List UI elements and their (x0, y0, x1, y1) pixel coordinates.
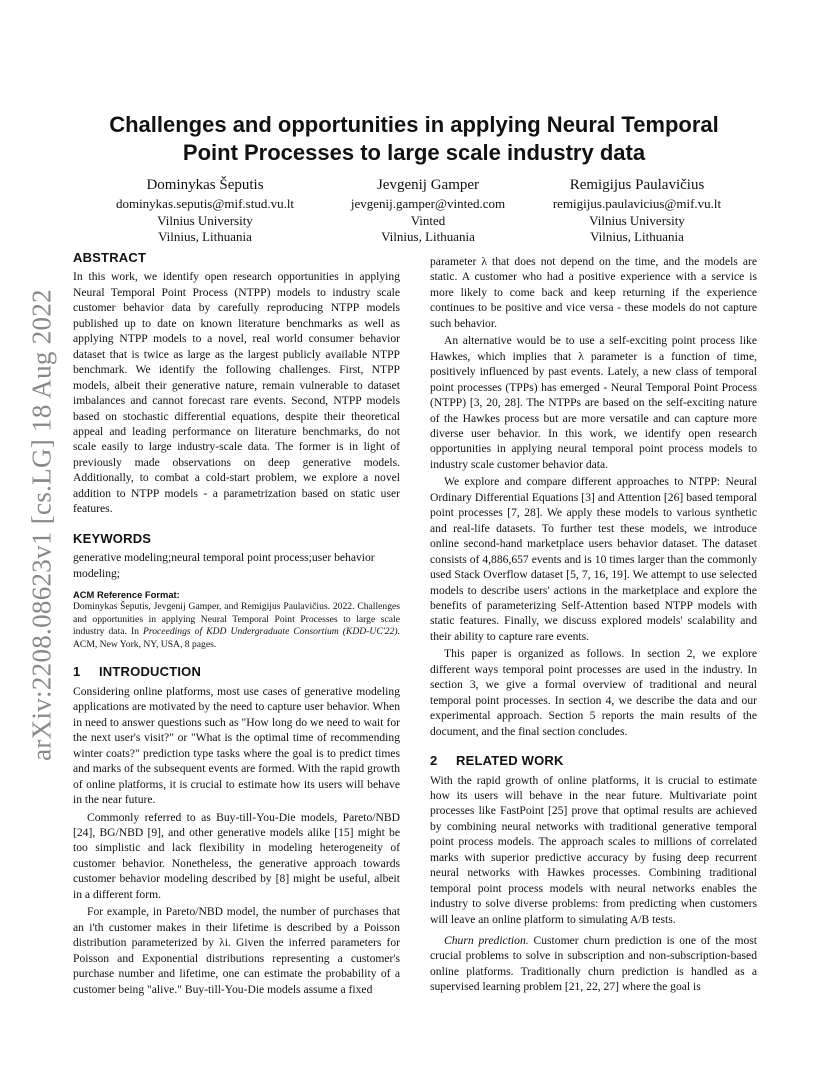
left-column (73, 250, 400, 997)
author-location: Vilnius, Lithuania (158, 229, 252, 245)
author-email: jevgenij.gamper@vinted.com (350, 196, 506, 211)
keywords-text: generative modeling;neural temporal point process;user behavior modeling; (73, 551, 375, 580)
author-email: remigijus.paulavicius@mif.vu.lt (552, 196, 722, 211)
author-location: Vilnius, Lithuania (381, 229, 475, 245)
title-line-2: Point Processes to large scale industry data (182, 140, 646, 165)
author-name: Dominykas Šeputis (146, 177, 264, 193)
author-affiliation: Vilnius University (157, 212, 253, 228)
intro-paragraph-6: We explore and compare different approaches to NTPP: Neural Ordinary Differential Equations [3] and Attention [26] based temporal point processes [7, 28]. We apply these models to various synthetic and real-life datasets. To further test these models, we introduce online second-hand marketplace users behavior dataset. The dataset consists of 4,886,657 events and is 10 times larger than the commonly used Stack Overflow dataset [5, 7, 16, 19]. We attempt to use selected models to describe users' actions in the marketplace and explore the benefits of parameterizing Self-Attention based NTPP models with static features. Finally, we discuss explored models' scalability and their ability to capture rare events. (430, 475, 757, 643)
author-name: Jevgenij Gamper (376, 177, 480, 193)
section-heading-introduction: 1 INTRODUCTION (73, 664, 202, 680)
reference-heading: ACM Reference Format: (73, 589, 180, 601)
intro-paragraph-4: parameter λ that does not depend on the time, and the models are static. A customer who had a positive experience with a service is more likely to come back and keep returning if the experience continues to be positive and vice versa - these models do not capture such behavior. (430, 255, 757, 330)
paper-title (72, 111, 756, 167)
acm-reference (73, 589, 400, 651)
intro-paragraph-1: Considering online platforms, most use cases of generative modeling applications are motivated by the need to capture user behavior. When in need to answer questions such as "How long do we need to wait for the next user's visit?" or "What is the optimal time of recommending winter coats?" prediction type tasks where the goal is to predict times and marks of the subsequent events are formed. With the rapid growth of online platforms, it is crucial to estimate how its users will behave in the near future. (73, 684, 400, 807)
related-paragraph-1: With the rapid growth of online platforms, it is crucial to estimate how its users will behave in the near future. Multivariate point processes like FastPoint [25] prove that optimal results are achieved by combining neural networks with traditional generative temporal point process models. The approach scales to millions of correlated marks with superior predictive accuracy by fusing deep recurrent neural networks with Hawkes processes. Combining traditional temporal point process models with neural networks enables the industry to solve diverse problems: from predicting when customers will leave an online platform to simulating A/B tests. (430, 773, 757, 926)
intro-paragraph-2: Commonly referred to as Buy-till-You-Die models, Pareto/NBD [24], BG/NBD [9], and other generative models alike [15] might be too simplistic and lack flexibility in modeling heterogeneity of customer behavior. Nonetheless, the generative approach towards customer behavior modeling described by [8] might be useful, albeit in a different form. (73, 810, 400, 901)
reference-text: Dominykas Šeputis, Jevgenij Gamper, and Remigijus Paulavičius. 2022. Challenges and opportunities in applying Neural Temporal Point Processes to large scale industry data. In Proceedings of KDD Undergraduate Consortium (KDD-UC'22). ACM, New York, NY, USA, 8 pages. (73, 601, 400, 650)
author-affiliation: Vinted (410, 212, 446, 228)
author-name: Remigijus Paulavičius (569, 177, 705, 193)
abstract-heading: ABSTRACT (73, 250, 147, 265)
author-location: Vilnius, Lithuania (590, 229, 684, 245)
intro-paragraph-5: An alternative would be to use a self-exciting point process like Hawkes, which implies that λ parameter is a function of time, positively influenced by past events. Lately, a new class of temporal point processes (TPPs) has emerged - Neural Temporal Point Process (NTPP) [3, 20, 28]. The NTPPs are based on the self-exciting nature of the Hawkes process but are more versatile and can capture more diverse user behavior. In this work, we identify open research opportunities in applying neural temporal point process models to industry scale customer behavior data. (430, 334, 757, 471)
related-paragraph-2: Churn prediction. Customer churn prediction is one of the most crucial problems to solve in subscription and non-subscription-based online platforms. Traditionally churn prediction is handled as a supervised learning problem [21, 22, 27] where the goal is (430, 934, 758, 994)
author-block-1 (90, 176, 320, 246)
author-block-3 (522, 176, 752, 246)
section-heading-related-work: 2 RELATED WORK (430, 753, 564, 769)
author-email: dominykas.seputis@mif.stud.vu.lt (115, 196, 295, 211)
title-line-1: Challenges and opportunities in applying Neural Temporal (109, 112, 719, 137)
intro-paragraph-7: This paper is organized as follows. In section 2, we explore different ways temporal point processes are used in the industry. In section 3, we give a formal overview of traditional and neural temporal point processes. In section 4, we describe the data and our experimental approach. Section 5 reports the main results of the document, and the final section concludes. (430, 647, 757, 738)
author-affiliation: Vilnius University (589, 212, 685, 228)
author-block-2 (313, 176, 543, 246)
abstract-text: In this work, we identify open research opportunities in applying Neural Temporal Point Process (NTPP) models to industry scale customer behavior data by carefully reproducing NTPP models published up to date on known literature benchmarks as well as applying NTPP models to a novel, real world consumer behavior dataset that is twice as large as the largest publicly available NTPP benchmark. We identify the following challenges. First, NTPP models, albeit their generative nature, remain vulnerable to dataset imbalances and cannot forecast rare events. Second, NTPP models based on stochastic differential equations, despite their theoretical appeal and leading performance on literature benchmarks, do not scale easily to large industry-scale data. The former is in light of previously made observations on deep generative models. Additionally, to combat a cold-start problem, we explore a novel addition to NTPP models - a parametrization based on static user features. (73, 270, 400, 516)
arxiv-identifier: arXiv:2208.08623v1 [cs.LG] 18 Aug 2022 (26, 289, 57, 761)
intro-paragraph-3: For example, in Pareto/NBD model, the number of purchases that an i'th customer makes in their lifetime is described by a Poisson distribution parameterized by λi. Given the inferred parameters for Poisson and Exponential distributions representing a customer's purchase number and lifetime, one can estimate the probability of a customer being "alive." Buy-till-You-Die models assume a fixed (73, 905, 400, 996)
keywords-heading: KEYWORDS (73, 530, 152, 546)
right-column (430, 254, 757, 995)
